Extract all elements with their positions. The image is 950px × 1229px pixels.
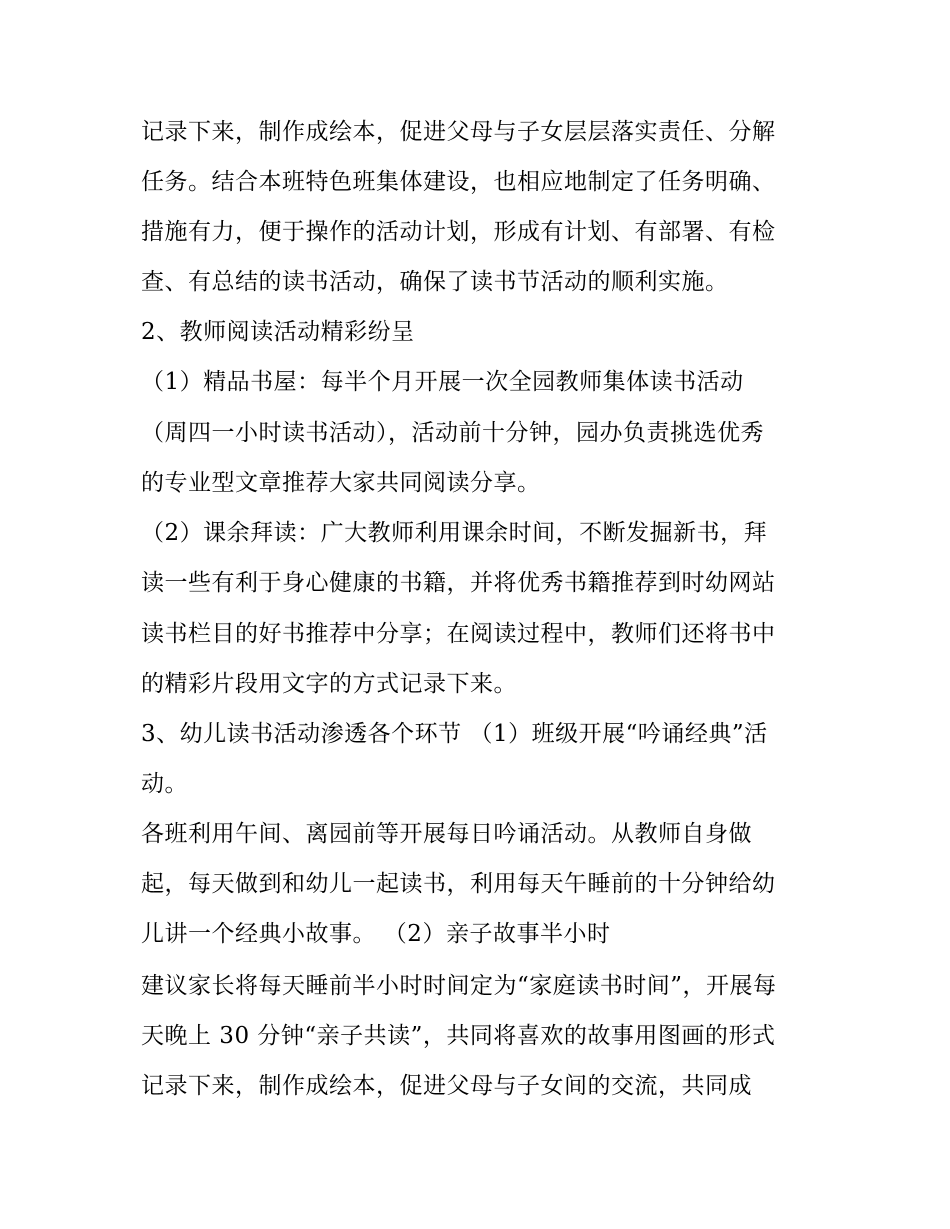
text-line: （2）课余拜读：广大教师利用课余时间，不断发掘新书，拜 [141, 520, 768, 546]
text-line: 建议家长将每天睡前半小时时间定为“家庭读书时间”，开展每 [141, 973, 777, 999]
text-line: 起，每天做到和幼儿一起读书，利用每天午睡前的十分钟给幼 [141, 871, 776, 897]
text-line: 的精彩片段用文字的方式记录下来。 [141, 671, 517, 697]
text-line: 查、有总结的读书活动，确保了读书节活动的顺利实施。 [141, 269, 729, 295]
text-line: 任务。结合本班特色班集体建设，也相应地制定了任务明确、 [141, 169, 776, 195]
text-line: 的专业型文章推荐大家共同阅读分享。 [141, 470, 541, 496]
text-line: （1）精品书屋：每半个月开展一次全园教师集体读书活动 [141, 369, 744, 395]
text-line: 读书栏目的好书推荐中分享；在阅读过程中，教师们还将书中 [141, 621, 776, 647]
section-heading: 3、幼儿读书活动渗透各个环节 （1）班级开展“吟诵经典”活 [141, 721, 768, 747]
text-line: （周四一小时读书活动），活动前十分钟，园办负责挑选优秀 [141, 420, 764, 446]
text-line: 动。 [141, 771, 188, 797]
text-line: 读一些有利于身心健康的书籍，并将优秀书籍推荐到时幼网站 [141, 570, 776, 596]
text-line: 儿讲一个经典小故事。 （2）亲子故事半小时 [141, 921, 611, 947]
text-line: 措施有力，便于操作的活动计划，形成有计划、有部署、有检 [141, 219, 776, 245]
section-heading: 2、教师阅读活动精彩纷呈 [141, 319, 415, 345]
text-line: 记录下来，制作成绘本，促进父母与子女层层落实责任、分解 [141, 119, 776, 145]
text-line: 天晚上 30 分钟“亲子共读”，共同将喜欢的故事用图画的形式 [141, 1023, 776, 1049]
text-line: 记录下来，制作成绘本，促进父母与子女间的交流，共同成 [141, 1073, 752, 1099]
text-line: 各班利用午间、离园前等开展每日吟诵活动。从教师自身做 [141, 821, 752, 847]
